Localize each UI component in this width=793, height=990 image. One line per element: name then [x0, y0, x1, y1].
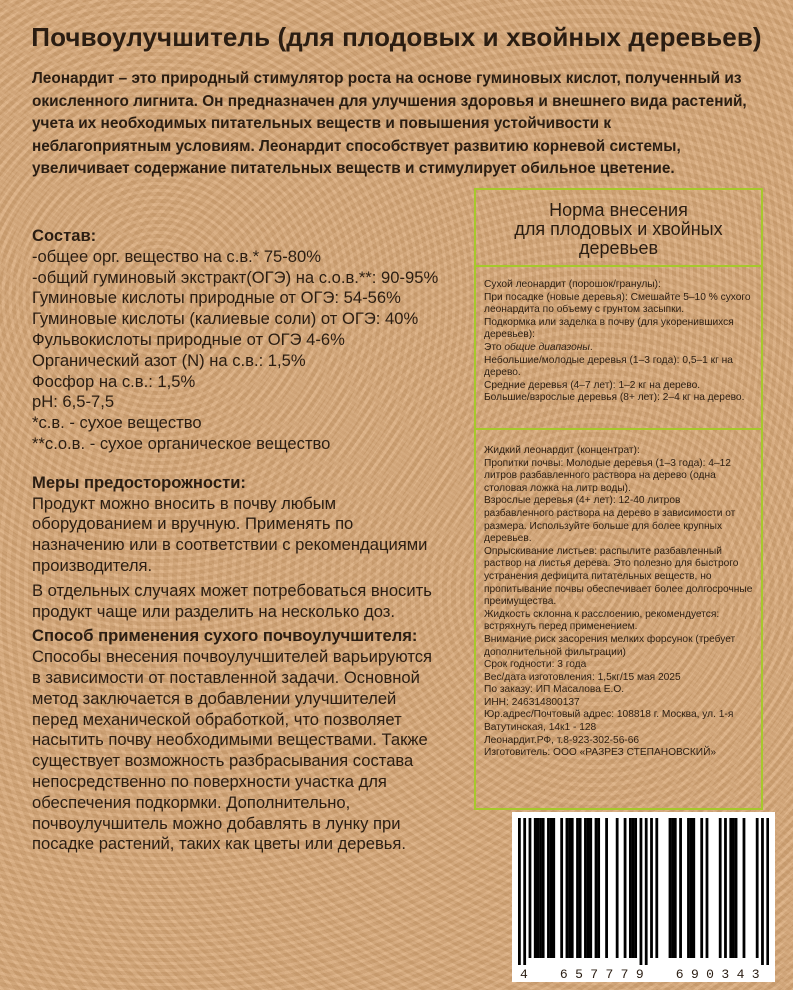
address: Юр.адрес/Почтовый адрес: 108818 г. Москва, ул. 1-я Ватутинская, 14к1 - 128	[484, 709, 734, 734]
barcode-guard-bar	[523, 818, 526, 965]
left-column	[32, 226, 442, 855]
barcode-guard-bar	[645, 818, 648, 965]
barcode-first-digit: 4	[520, 966, 536, 982]
manufacturer: Изготовитель: ООО «РАЗРЕЗ СТЕПАНОВСКИЙ»	[484, 747, 717, 759]
barcode-bar	[550, 818, 553, 958]
rate-heading-line: Норма внесения	[549, 200, 688, 220]
dry-method-text: Способы внесения почвоулучшителей варьируются в зависимости от поставленной задачи. Основной метод заключается в добавлении улучшителей перед механической обработкой, что позволяет насытить почву необходимыми веществами. Также существует возможность разбрасывания состава непосредственно по поверхности участка для обеспечения подкормки. Дополнительно, почвоулучшитель можно добавлять в лунку при посадке растений, таких как цветы или деревья.	[32, 647, 433, 854]
barcode-left-group: 657779	[559, 966, 652, 982]
rate-heading-line: деревьев	[578, 238, 659, 258]
liquid-leonardite-section	[476, 430, 761, 760]
barcode-bar	[579, 818, 582, 958]
barcode-bar	[624, 818, 627, 958]
precautions-paragraph: В отдельных случаях может потребоваться вносить продукт чаще или разделить на несколько доз.	[32, 580, 432, 621]
barcode-bar	[589, 818, 592, 958]
barcode-guard-bar	[518, 818, 521, 965]
rate-line: Взрослые деревья (4+ лет): 12-40 литров разбавленного раствора на дерево в зависимости от размера. Используйте больше для более крупных деревьев.	[484, 495, 736, 545]
rate-line: Опрыскивание листьев: распылите разбавленный раствор на листья дерева. Это полезно для быстрого устранения дефицита питательных веществ, но пропитывание почвы обеспечивает более долгосрочные преимущества.	[484, 545, 753, 608]
rate-line: Подкормка или заделка в почву (для укоренившихся деревьев):	[484, 316, 734, 341]
barcode-bar	[687, 818, 690, 958]
rate-line: Средние деревья (4–7 лет): 1–2 кг на дерево.	[484, 379, 701, 391]
composition-line: pH: 6,5-7,5	[32, 392, 115, 412]
rate-line: Жидкость склонна к расслоению, рекомендуется: встряхнуть перед применением.	[484, 608, 720, 633]
barcode-bar	[616, 818, 619, 958]
rate-box-heading	[476, 190, 761, 267]
barcode-bar	[529, 818, 532, 958]
barcode-bar	[536, 818, 539, 958]
composition-footnote: *с.в. - сухое вещество	[32, 413, 202, 433]
barcode-bar	[690, 818, 693, 958]
general-ranges-note: Это общие диапазоны.	[484, 341, 593, 353]
barcode-bar	[539, 818, 542, 958]
rate-heading-line: для плодовых и хвойных	[514, 219, 723, 239]
barcode-bar	[560, 818, 563, 958]
rate-line: Большие/взрослые деревья (8+ лет): 2–4 кг на дерево.	[484, 392, 745, 404]
barcode-bar	[719, 818, 722, 958]
barcode-bar	[732, 818, 735, 958]
dry-leonardite-section	[476, 267, 761, 430]
barcode-digits	[518, 966, 769, 982]
barcode-bar	[706, 818, 709, 958]
barcode-bar	[629, 818, 632, 958]
barcode-bar	[547, 818, 550, 958]
composition-line: -общее орг. вещество на с.в.* 75-80%	[32, 246, 322, 266]
composition-line: -общий гуминовый экстракт(ОГЭ) на с.о.в.**: 90-95%	[32, 267, 439, 287]
composition-footnote: **с.о.в. - сухое органическое вещество	[32, 433, 331, 453]
barcode-bar	[679, 818, 682, 958]
barcode-guard-bar	[766, 818, 769, 965]
rate-line: Небольшие/молодые деревья (1–3 года): 0,5–1 кг на дерево.	[484, 354, 733, 379]
barcode	[512, 812, 775, 982]
barcode-bar	[729, 818, 732, 958]
barcode-bar	[700, 818, 703, 958]
composition-line: Гуминовые кислоты (калиевые соли) от ОГЭ: 40%	[32, 309, 419, 329]
rate-line: Сухой леонардит (порошок/гранулы):	[484, 279, 661, 290]
composition-line: Фульвокислоты природные от ОГЭ 4-6%	[32, 329, 345, 349]
composition-line: Органический азот (N) на с.в.: 1,5%	[32, 350, 306, 370]
precautions-heading: Меры предосторожности:	[32, 472, 246, 492]
barcode-bar	[756, 818, 759, 958]
barcode-bar	[576, 818, 579, 958]
precautions-paragraph: Продукт можно вносить в почву любым оборудованием и вручную. Применять по назначению или в соответствии с рекомендациями производителя.	[32, 493, 428, 575]
customer: По заказу: ИП Масалова Е.О.	[484, 684, 625, 696]
barcode-bar	[568, 818, 571, 958]
barcode-right-group: 690343	[675, 966, 767, 982]
rate-line: Пропитки почвы: Молодые деревья (1–3 года): 4–12 литров разбавленного раствора на дерево (одна столовая ложка на литр воды).	[484, 457, 731, 494]
barcode-bar	[655, 818, 658, 958]
barcode-bar	[674, 818, 677, 958]
barcode-bar	[735, 818, 738, 958]
dry-method-heading: Способ применения сухого почвоулучшителя:	[32, 626, 418, 646]
barcode-bar	[595, 818, 598, 958]
inn: ИНН: 246314800137	[484, 696, 580, 708]
rate-line: Внимание риск засорения мелких форсунок (требует дополнительной фильтрации)	[484, 633, 736, 658]
barcode-guard-bar	[640, 818, 643, 965]
barcode-bar	[597, 818, 600, 958]
barcode-bar	[632, 818, 635, 958]
rate-line: Жидкий леонардит (концентрат):	[484, 445, 640, 456]
product-intro: Леонардит – это природный стимулятор роста на основе гуминовых кислот, полученный из окисленного лигнита. Он предназначен для улучшения здоровья и внешнего вида растений, учета их необходимых питательных веществ и повышения устойчивости к неблагоприятным условиям. Леонардит способствует развитию корневой системы, увеличивает содержание питательных веществ и стимулирует обильное цветение.	[32, 70, 747, 177]
barcode-bar	[669, 818, 672, 958]
barcode-bar	[542, 818, 545, 958]
barcode-bar	[605, 818, 608, 958]
barcode-guard-bar	[761, 818, 764, 965]
barcode-bar	[634, 818, 637, 958]
barcode-bar	[534, 818, 537, 958]
barcode-bar	[566, 818, 569, 958]
weight-date: Вес/дата изготовления: 1,5кг/15 мая 2025	[484, 671, 681, 683]
barcode-bar	[584, 818, 587, 958]
barcode-bar	[671, 818, 674, 958]
product-title: Почвоулучшитель (для плодовых и хвойных деревьев)	[31, 22, 762, 52]
barcode-bar	[692, 818, 695, 958]
rate-line: При посадке (новые деревья): Смешайте 5–10 % сухого леонардита по объему с грунтом засыпки.	[484, 291, 751, 316]
contacts: Леонардит.РФ, т.8-923-302-56-66	[484, 734, 640, 746]
barcode-bar	[552, 818, 555, 958]
barcode-bar	[650, 818, 653, 958]
barcode-bar	[571, 818, 574, 958]
application-rate-box	[474, 188, 763, 810]
barcode-bar	[743, 818, 746, 958]
shelf-life: Срок годности: 3 года	[484, 659, 587, 671]
composition-line: Фосфор на с.в.: 1,5%	[32, 371, 196, 391]
barcode-bar	[724, 818, 727, 958]
composition-line: Гуминовые кислоты природные от ОГЭ: 54-56%	[32, 288, 401, 308]
barcode-bars	[518, 818, 769, 965]
barcode-bar	[587, 818, 590, 958]
composition-heading: Состав:	[32, 226, 97, 245]
